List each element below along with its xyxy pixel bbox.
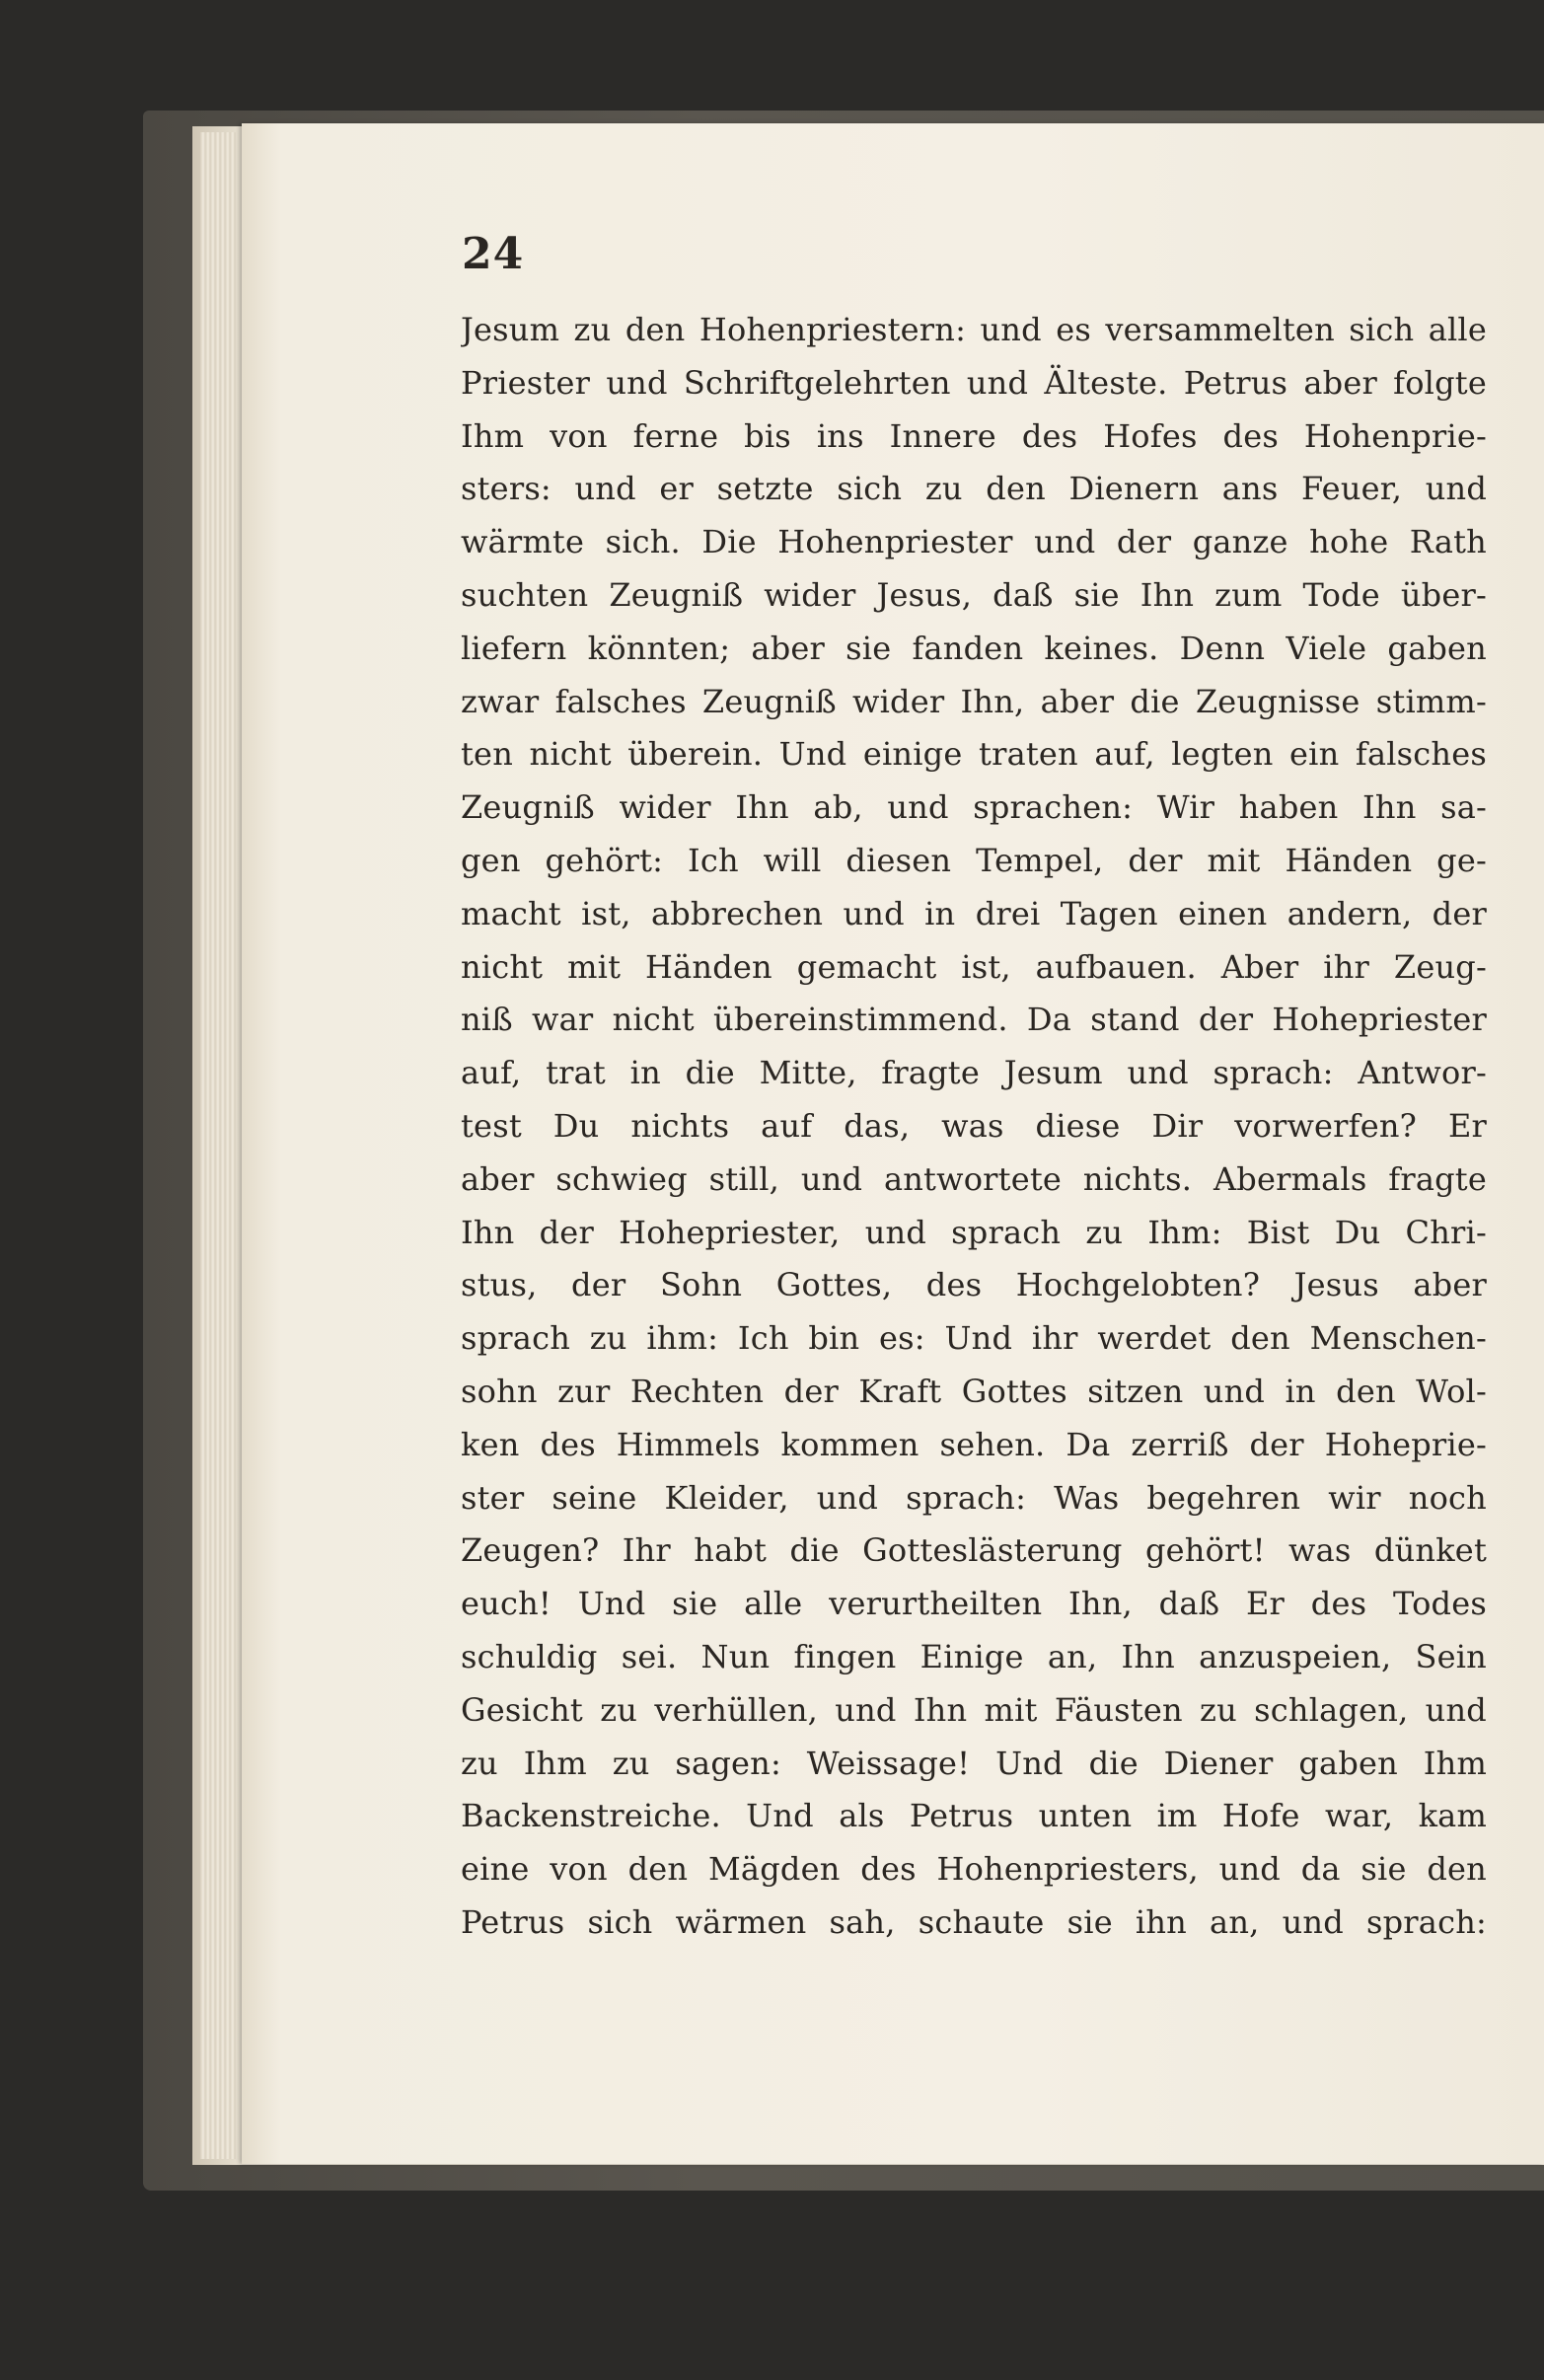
text-line: sohn zur Rechten der Kraft Gottes sitzen und in den Wol-: [461, 1372, 1487, 1410]
text-line: Petrus sich wärmen sah, schaute sie ihn an, und sprach:: [461, 1902, 1487, 1941]
text-line: gen gehört: Ich will diesen Tempel, der mit Händen ge-: [461, 841, 1487, 879]
text-line: ster seine Kleider, und sprach: Was begehren wir noch: [461, 1478, 1487, 1517]
text-line: Zeugniß wider Ihn ab, und sprachen: Wir haben Ihn sa-: [461, 788, 1487, 827]
text-line: liefern könnten; aber sie fanden keines. Denn Viele gaben: [461, 629, 1487, 667]
page-number: 24: [462, 229, 525, 279]
text-line: wärmte sich. Die Hohenpriester und der ganze hohe Rath: [461, 523, 1487, 561]
text-line: aber schwieg still, und antwortete nichts. Abermals fragte: [461, 1159, 1487, 1198]
text-line: eine von den Mägden des Hohenpriesters, und da sie den: [461, 1850, 1487, 1889]
body-text: [461, 304, 1487, 1950]
text-line: sprach zu ihm: Ich bin es: Und ihr werdet den Menschen-: [461, 1319, 1487, 1358]
text-line: Jesum zu den Hohenpriestern: und es versammelten sich alle: [461, 311, 1487, 348]
text-line: Zeugen? Ihr habt die Gotteslästerung gehört! was dünket: [461, 1531, 1487, 1570]
text-line: ten nicht überein. Und einige traten auf, legten ein falsches: [461, 735, 1487, 774]
text-line: Priester und Schriftgelehrten und Älteste. Petrus aber folgte: [461, 363, 1487, 402]
text-line: ken des Himmels kommen sehen. Da zerriß der Hoheprie-: [461, 1425, 1487, 1463]
text-line: auf, trat in die Mitte, fragte Jesum und sprach: Antwor-: [461, 1054, 1487, 1092]
text-line: zu Ihm zu sagen: Weissage! Und die Diener gaben Ihm: [461, 1744, 1487, 1782]
text-line: Ihn der Hohepriester, und sprach zu Ihm: Bist Du Chri-: [461, 1213, 1487, 1251]
text-line: suchten Zeugniß wider Jesus, daß sie Ihn zum Tode über-: [461, 575, 1487, 614]
text-line: Backenstreiche. Und als Petrus unten im Hofe war, kam: [461, 1797, 1487, 1835]
text-line: euch! Und sie alle verurtheilten Ihn, daß Er des Todes: [461, 1585, 1487, 1623]
text-line: stus, der Sohn Gottes, des Hochgelobten? Jesus aber: [461, 1266, 1487, 1304]
text-line: sters: und er setzte sich zu den Dienern ans Feuer, und: [461, 470, 1487, 508]
text-line: Ihm von ferne bis ins Innere des Hofes des Hohenprie-: [461, 416, 1487, 455]
text-line: macht ist, abbrechen und in drei Tagen einen andern, der: [461, 894, 1487, 932]
text-line: zwar falsches Zeugniß wider Ihn, aber die Zeugnisse stimm-: [461, 682, 1487, 720]
text-line: Gesicht zu verhüllen, und Ihn mit Fäusten zu schlagen, und: [461, 1690, 1487, 1729]
text-line: niß war nicht übereinstimmend. Da stand der Hohepriester: [461, 1001, 1487, 1039]
text-line: nicht mit Händen gemacht ist, aufbauen. Aber ihr Zeug-: [461, 947, 1487, 986]
text-line: schuldig sei. Nun fingen Einige an, Ihn anzuspeien, Sein: [461, 1637, 1487, 1675]
text-line: test Du nichts auf das, was diese Dir vorwerfen? Er: [461, 1106, 1487, 1145]
